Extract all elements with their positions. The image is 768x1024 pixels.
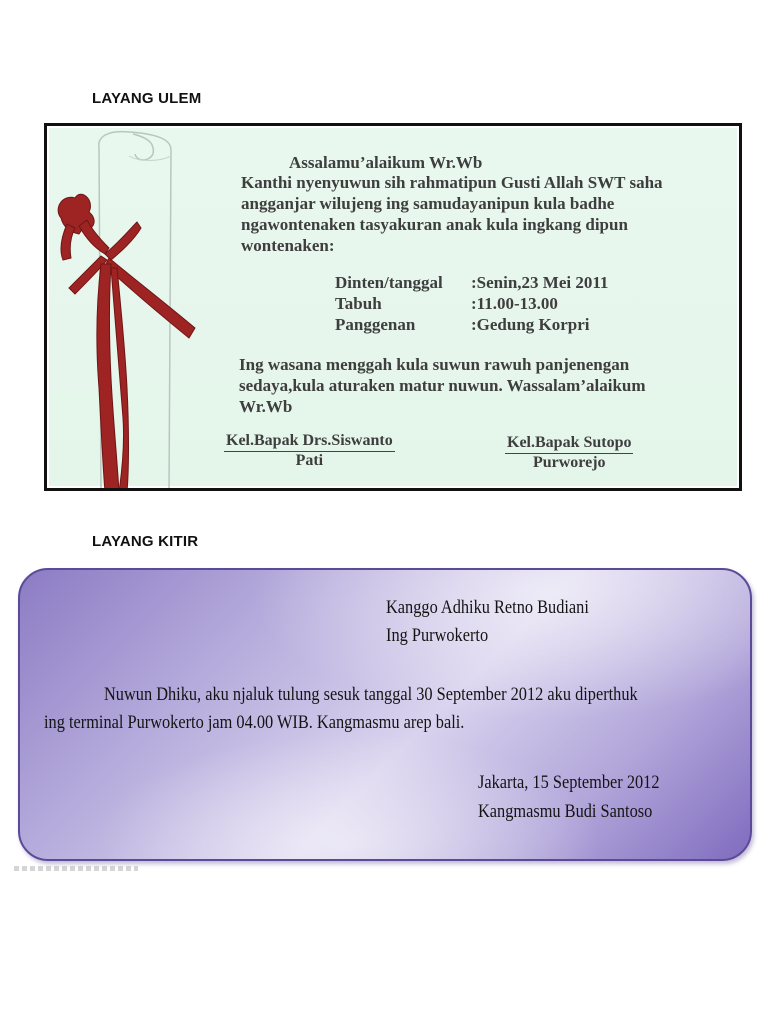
detail-value: :Gedung Korpri (471, 315, 590, 334)
letter-body-line-1: Nuwun Dhiku, aku njaluk tulung sesuk tanggal 30 September 2012 aku diperthuk (104, 684, 638, 705)
detail-label: Dinten/tanggal (335, 273, 443, 292)
detail-label: Panggenan (335, 315, 416, 334)
signatory-left (224, 432, 395, 470)
section-heading-layang-ulem: LAYANG ULEM (92, 90, 202, 107)
detail-value: :Senin,23 Mei 2011 (471, 273, 609, 292)
letter-body-line-2: ing terminal Purwokerto jam 04.00 WIB. Kangmasmu arep bali. (44, 712, 465, 733)
letter-recipient: Kanggo Adhiku Retno Budiani (386, 597, 589, 618)
layang-ulem-card (44, 123, 742, 491)
invitation-paper (49, 128, 737, 486)
letter-sender: Kangmasmu Budi Santoso (478, 801, 653, 822)
letter-recipient-place: Ing Purwokerto (386, 625, 489, 646)
detail-row-venue (335, 314, 590, 335)
signatory-name: Kel.Bapak Sutopo (505, 434, 633, 454)
detail-label: Tabuh (335, 294, 382, 313)
detail-value: :11.00-13.00 (471, 294, 558, 313)
detail-row-time (335, 293, 558, 314)
detail-row-date (335, 272, 608, 293)
invitation-closing: Ing wasana menggah kula suwun rawuh panjenengan sedaya,kula aturaken matur nuwun. Wassalam’alaikum Wr.Wb (239, 355, 646, 416)
signatory-place: Purworejo (532, 454, 606, 471)
invitation-greeting: Assalamu’alaikum Wr.Wb (289, 153, 483, 172)
layang-kitir-card (18, 568, 752, 861)
letter-date: Jakarta, 15 September 2012 (478, 772, 660, 793)
signatory-right (505, 434, 633, 472)
invitation-body: Kanthi nyenyuwun sih rahmatipun Gusti Allah SWT saha angganjar wilujeng ing samudayanipun kula badhe ngawontenaken tasyakuran anak kula ingkang dipun wontenaken: (241, 173, 663, 255)
signatory-place: Pati (295, 452, 324, 469)
faint-scan-mark (14, 866, 138, 871)
signatory-name: Kel.Bapak Drs.Siswanto (224, 432, 395, 452)
section-heading-layang-kitir: LAYANG KITIR (92, 533, 199, 550)
